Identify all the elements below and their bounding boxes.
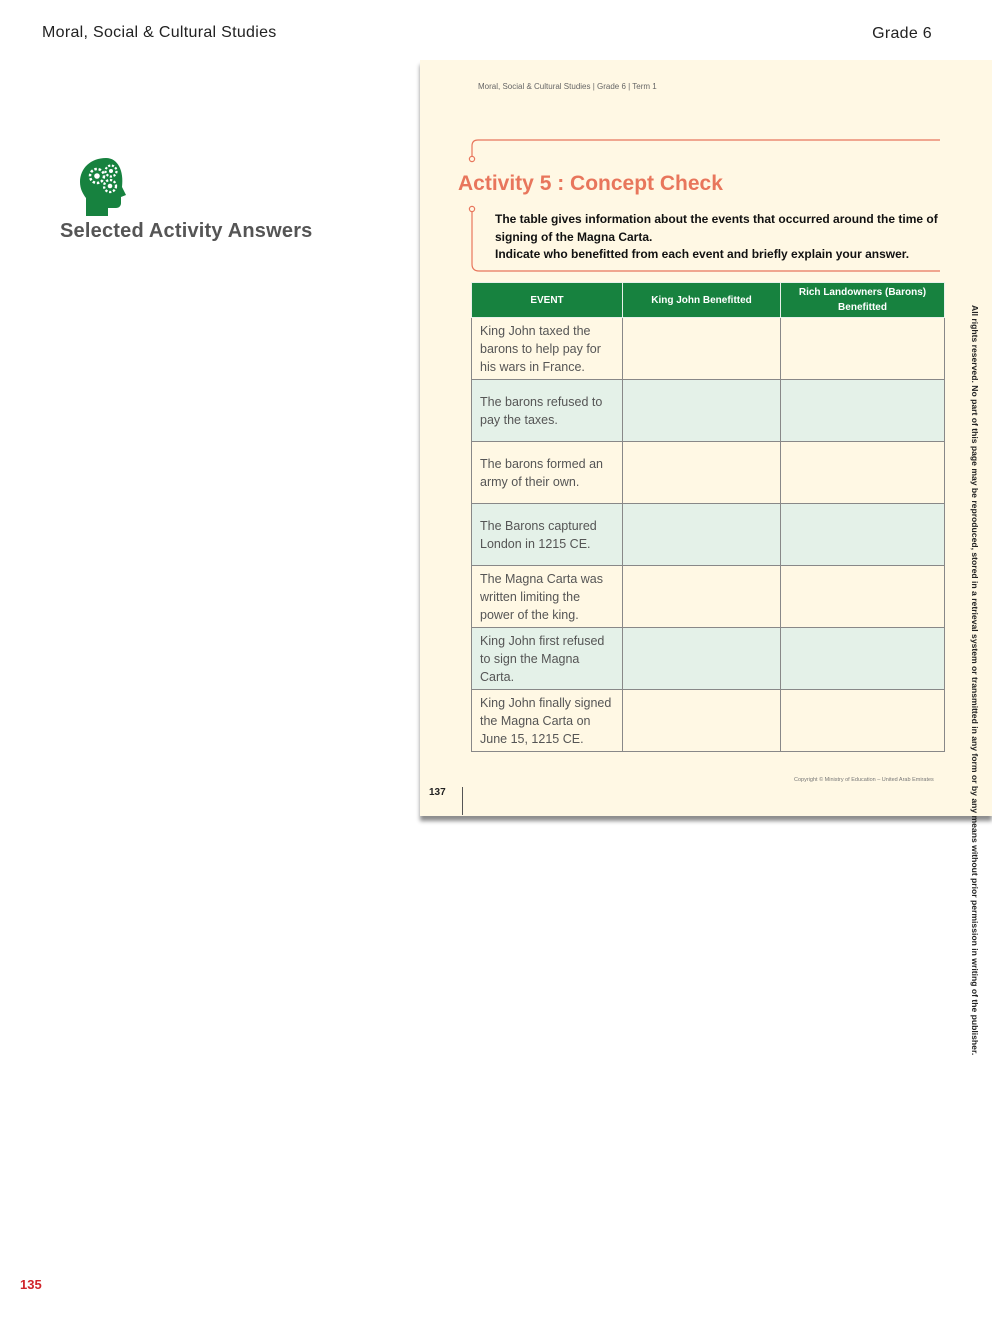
column-header-event: EVENT bbox=[472, 283, 623, 318]
barons-answer-cell[interactable] bbox=[781, 566, 945, 628]
table-row bbox=[472, 442, 945, 504]
barons-answer-cell[interactable] bbox=[781, 318, 945, 380]
table-row bbox=[472, 504, 945, 566]
column-header-king: King John Benefitted bbox=[623, 283, 781, 318]
barons-answer-cell[interactable] bbox=[781, 504, 945, 566]
king-answer-cell[interactable] bbox=[623, 442, 781, 504]
gear-head-icon bbox=[76, 156, 132, 218]
barons-answer-cell[interactable] bbox=[781, 690, 945, 752]
copyright-note: Copyright © Ministry of Education – United Arab Emirates bbox=[794, 777, 934, 783]
page-breadcrumb: Moral, Social & Cultural Studies | Grade 6 | Term 1 bbox=[478, 82, 657, 91]
event-cell: The barons refused to pay the taxes. bbox=[472, 380, 623, 442]
activity-title: Activity 5 : Concept Check bbox=[458, 172, 723, 195]
table-row bbox=[472, 380, 945, 442]
page-number-divider bbox=[462, 787, 463, 815]
event-cell: King John taxed the barons to help pay for his wars in France. bbox=[472, 318, 623, 380]
king-answer-cell[interactable] bbox=[623, 318, 781, 380]
subject-header: Moral, Social & Cultural Studies bbox=[42, 24, 277, 41]
event-cell: King John first refused to sign the Magna Carta. bbox=[472, 628, 623, 690]
events-table bbox=[471, 282, 945, 752]
table-row bbox=[472, 318, 945, 380]
event-cell: The barons formed an army of their own. bbox=[472, 442, 623, 504]
activity-instructions bbox=[495, 211, 945, 264]
barons-answer-cell[interactable] bbox=[781, 380, 945, 442]
barons-answer-cell[interactable] bbox=[781, 442, 945, 504]
table-row bbox=[472, 628, 945, 690]
king-answer-cell[interactable] bbox=[623, 566, 781, 628]
king-answer-cell[interactable] bbox=[623, 690, 781, 752]
event-cell: The Barons captured London in 1215 CE. bbox=[472, 504, 623, 566]
instruction-line: Indicate who benefitted from each event and briefly explain your answer. bbox=[495, 247, 910, 261]
table-row bbox=[472, 566, 945, 628]
king-answer-cell[interactable] bbox=[623, 380, 781, 442]
section-title: Selected Activity Answers bbox=[60, 220, 313, 242]
book-page-number: 137 bbox=[429, 787, 446, 798]
instruction-line: The table gives information about the events that occurred around the time of signing of the Magna Carta. bbox=[495, 212, 938, 244]
column-header-barons: Rich Landowners (Barons) Benefitted bbox=[781, 283, 945, 318]
activity-page-image bbox=[420, 60, 992, 816]
rights-notice: All rights reserved. No part of this page may be reproduced, stored in a retrieval system or transmitted in any form or by any means without prior permission in writing of the publisher. bbox=[970, 305, 980, 1056]
grade-header: Grade 6 bbox=[872, 25, 932, 42]
page-number: 135 bbox=[20, 1277, 42, 1292]
king-answer-cell[interactable] bbox=[623, 628, 781, 690]
barons-answer-cell[interactable] bbox=[781, 628, 945, 690]
event-cell: King John finally signed the Magna Carta on June 15, 1215 CE. bbox=[472, 690, 623, 752]
event-cell: The Magna Carta was written limiting the power of the king. bbox=[472, 566, 623, 628]
king-answer-cell[interactable] bbox=[623, 504, 781, 566]
table-row bbox=[472, 690, 945, 752]
